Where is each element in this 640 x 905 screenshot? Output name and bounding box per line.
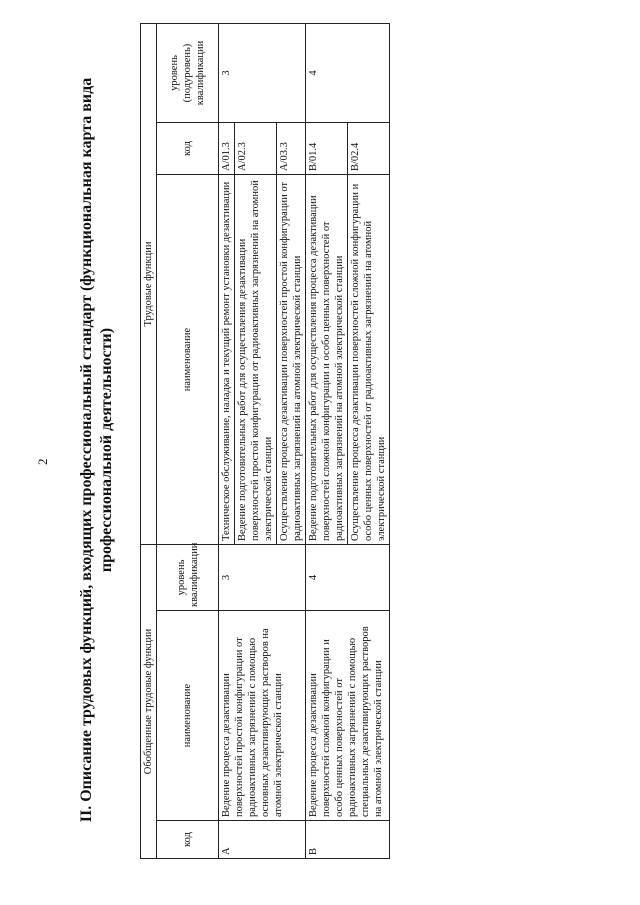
row-name: Ведение процесса дезактивации поверхностей простой конфигурации от радиоактивных загрязнений с помощью основных дезактивирующих растворов на атомной электрической станции (219, 611, 306, 821)
col-function-name: наименование (157, 175, 219, 545)
page-title (77, 35, 117, 865)
function-level: 4 (306, 23, 390, 122)
labor-functions-header: Трудовые функции (141, 23, 157, 544)
function-level: 3 (219, 23, 306, 122)
title-line-1: II. Описание трудовых функций, входящих профессиональный стандарт (функциональная карта вида (78, 77, 95, 823)
col-qual-level: уровень квалификации (157, 545, 219, 611)
function-code: B/02.4 (348, 123, 390, 175)
row-level: 3 (219, 545, 306, 611)
generalized-functions-header: Обобщенные трудовые функции (141, 545, 157, 859)
function-name: Ведение подготовительных работ для осуществления процесса дезактивации поверхностей сложной конфигурации и особо ценных поверхностей от радиоактивных загрязнений на атомной электрической станции (306, 175, 348, 545)
col-function-code: код (157, 123, 219, 175)
function-code: A/03.3 (277, 123, 306, 175)
table-row (306, 23, 348, 858)
function-code: B/01.4 (306, 123, 348, 175)
table-row (219, 23, 235, 858)
function-name: Осуществление процесса дезактивации поверхностей сложной конфигурации и особо ценных поверхностей от радиоактивных загрязнений на атомной электрической станции (348, 175, 390, 545)
row-name: Ведение процесса дезактивации поверхностей сложной конфигурации и особо ценных поверхностей от радиоактивных загрязнений с помощью специальных дезактивирующих растворов на атомной электрической станции (306, 611, 390, 821)
row-code: B (306, 821, 390, 859)
function-name: Осуществление процесса дезактивации поверхностей простой конфигурации от радиоактивных загрязнений на атомной электрической станции (277, 175, 306, 545)
function-code: A/01.3 (219, 123, 235, 175)
function-code: A/02.3 (235, 123, 277, 175)
col-name: наименование (157, 611, 219, 821)
col-level-sublevel: уровень (подуровень) квалификации (157, 23, 219, 122)
page-number: 2 (35, 458, 50, 465)
row-code: A (219, 821, 306, 859)
function-name: Техническое обслуживание, наладка и текущий ремонт установки дезактивации (219, 175, 235, 545)
functional-map-table (140, 23, 390, 859)
col-code: код (157, 821, 219, 859)
title-line-2: профессиональной деятельности) (98, 327, 115, 573)
row-level: 4 (306, 545, 390, 611)
function-name: Ведение подготовительных работ для осуществления дезактивации поверхностей простой конфигурации от радиоактивных загрязнений на атомной электрической станции (235, 175, 277, 545)
